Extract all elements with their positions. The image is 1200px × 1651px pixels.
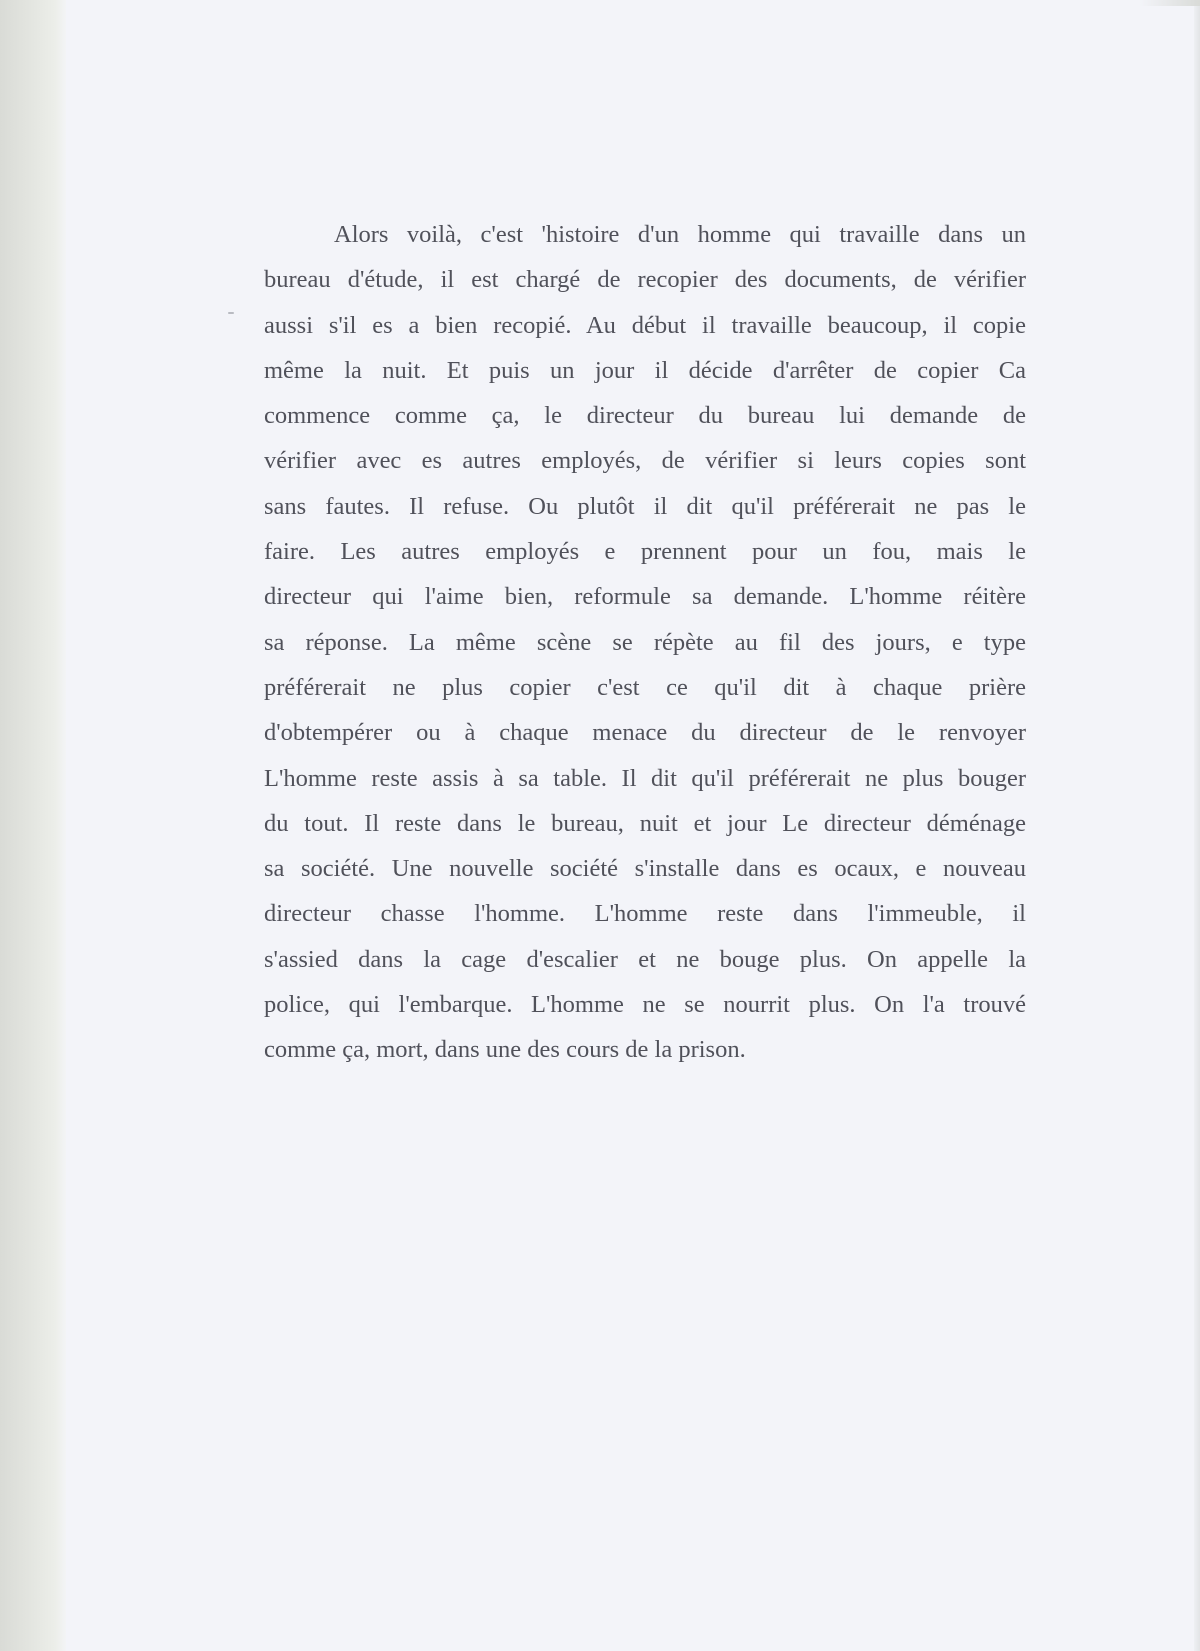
paragraph-line: L'homme reste assis à sa table. Il dit qu'il préférerait ne plus bouger [264,764,1026,792]
paragraph-line: vérifier avec es autres employés, de vérifier si leurs copies sont [264,447,1026,475]
scan-edge-right [1194,0,1200,1651]
paragraph-line: sa société. Une nouvelle société s'installe dans es ocaux, e nouveau [264,855,1026,883]
scan-edge-left [0,0,68,1651]
paragraph-line: directeur qui l'aime bien, reformule sa demande. L'homme réitère [264,583,1026,611]
story-paragraph [264,212,1026,1073]
paragraph-line: bureau d'étude, il est chargé de recopier des documents, de vérifier [264,266,1026,294]
paragraph-line: d'obtempérer ou à chaque menace du directeur de le renvoyer [264,719,1026,747]
paragraph-line: comme ça, mort, dans une des cours de la prison. [264,1036,746,1064]
scan-speck [228,312,234,314]
paragraph-line: police, qui l'embarque. L'homme ne se nourrit plus. On l'a trouvé [264,991,1026,1019]
paragraph-line: du tout. Il reste dans le bureau, nuit et jour Le directeur déménage [264,809,1026,837]
paragraph-line: faire. Les autres employés e prennent pour un fou, mais le [264,538,1026,566]
paragraph-line: s'assied dans la cage d'escalier et ne bouge plus. On appelle la [264,945,1026,973]
paragraph-line: même la nuit. Et puis un jour il décide d'arrêter de copier Ca [264,356,1026,384]
paragraph-line: sa réponse. La même scène se répète au fil des jours, e type [264,628,1026,656]
paragraph-line: directeur chasse l'homme. L'homme reste dans l'immeuble, il [264,900,1026,928]
paragraph-line: préférerait ne plus copier c'est ce qu'il dit à chaque prière [264,673,1026,701]
paragraph-line: commence comme ça, le directeur du bureau lui demande de [264,402,1026,430]
paragraph-line: sans fautes. Il refuse. Ou plutôt il dit qu'il préférerait ne pas le [264,492,1026,520]
paragraph-line: aussi s'il es a bien recopié. Au début il travaille beaucoup, il copie [264,311,1026,339]
paragraph-line: Alors voilà, c'est 'histoire d'un homme qui travaille dans un [334,221,1026,248]
scan-edge-top-right [1140,0,1200,6]
